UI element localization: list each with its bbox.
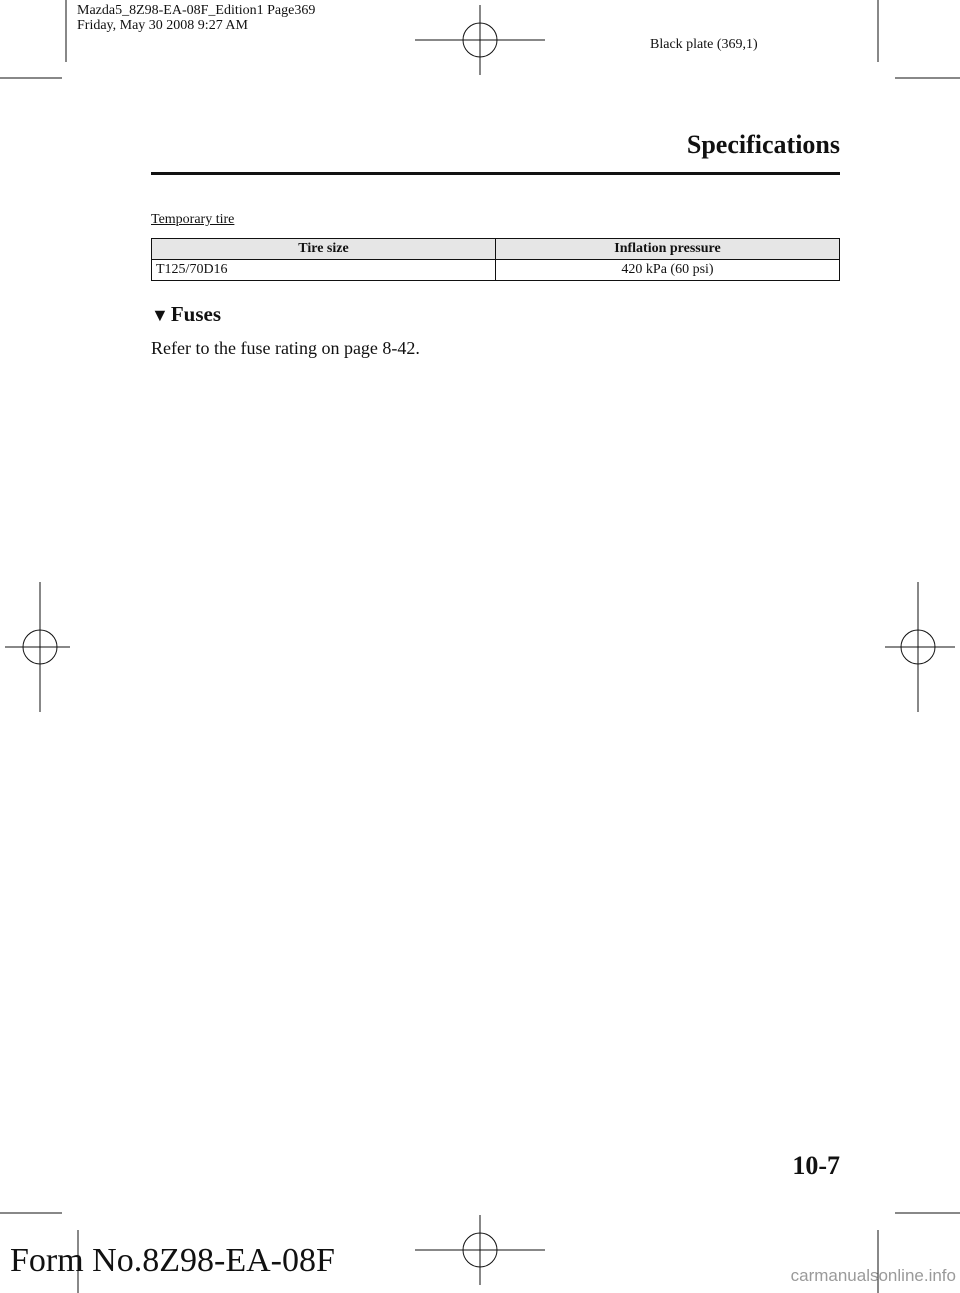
cell-tire-size: T125/70D16 xyxy=(152,260,496,281)
registration-mark-right xyxy=(885,582,955,712)
form-number: Form No.8Z98-EA-08F xyxy=(10,1242,335,1279)
print-file-label: Mazda5_8Z98-EA-08F_Edition1 Page369 xyxy=(77,3,316,18)
plate-label: Black plate (369,1) xyxy=(650,37,758,52)
registration-mark-top xyxy=(415,5,545,75)
title-rule xyxy=(151,172,840,175)
site-watermark: carmanualsonline.info xyxy=(790,1266,956,1285)
fuses-heading-label: Fuses xyxy=(170,302,222,326)
temporary-tire-heading: Temporary tire xyxy=(151,212,235,227)
column-header-inflation-pressure: Inflation pressure xyxy=(496,239,840,260)
cell-inflation-pressure: 420 kPa (60 psi) xyxy=(496,260,840,281)
fuses-body-text: Refer to the fuse rating on page 8-42. xyxy=(151,338,420,358)
table-row xyxy=(152,260,840,281)
fuses-heading xyxy=(151,302,221,327)
page-number: 10-7 xyxy=(792,1151,840,1180)
print-date-label: Friday, May 30 2008 9:27 AM xyxy=(77,18,248,33)
section-title: Specifications xyxy=(686,130,840,159)
registration-mark-left xyxy=(5,582,70,712)
triangle-marker-icon: ▼ xyxy=(151,305,169,325)
column-header-tire-size: Tire size xyxy=(152,239,496,260)
temporary-tire-table xyxy=(151,238,840,281)
table-header-row xyxy=(152,239,840,260)
registration-mark-bottom xyxy=(415,1215,545,1285)
